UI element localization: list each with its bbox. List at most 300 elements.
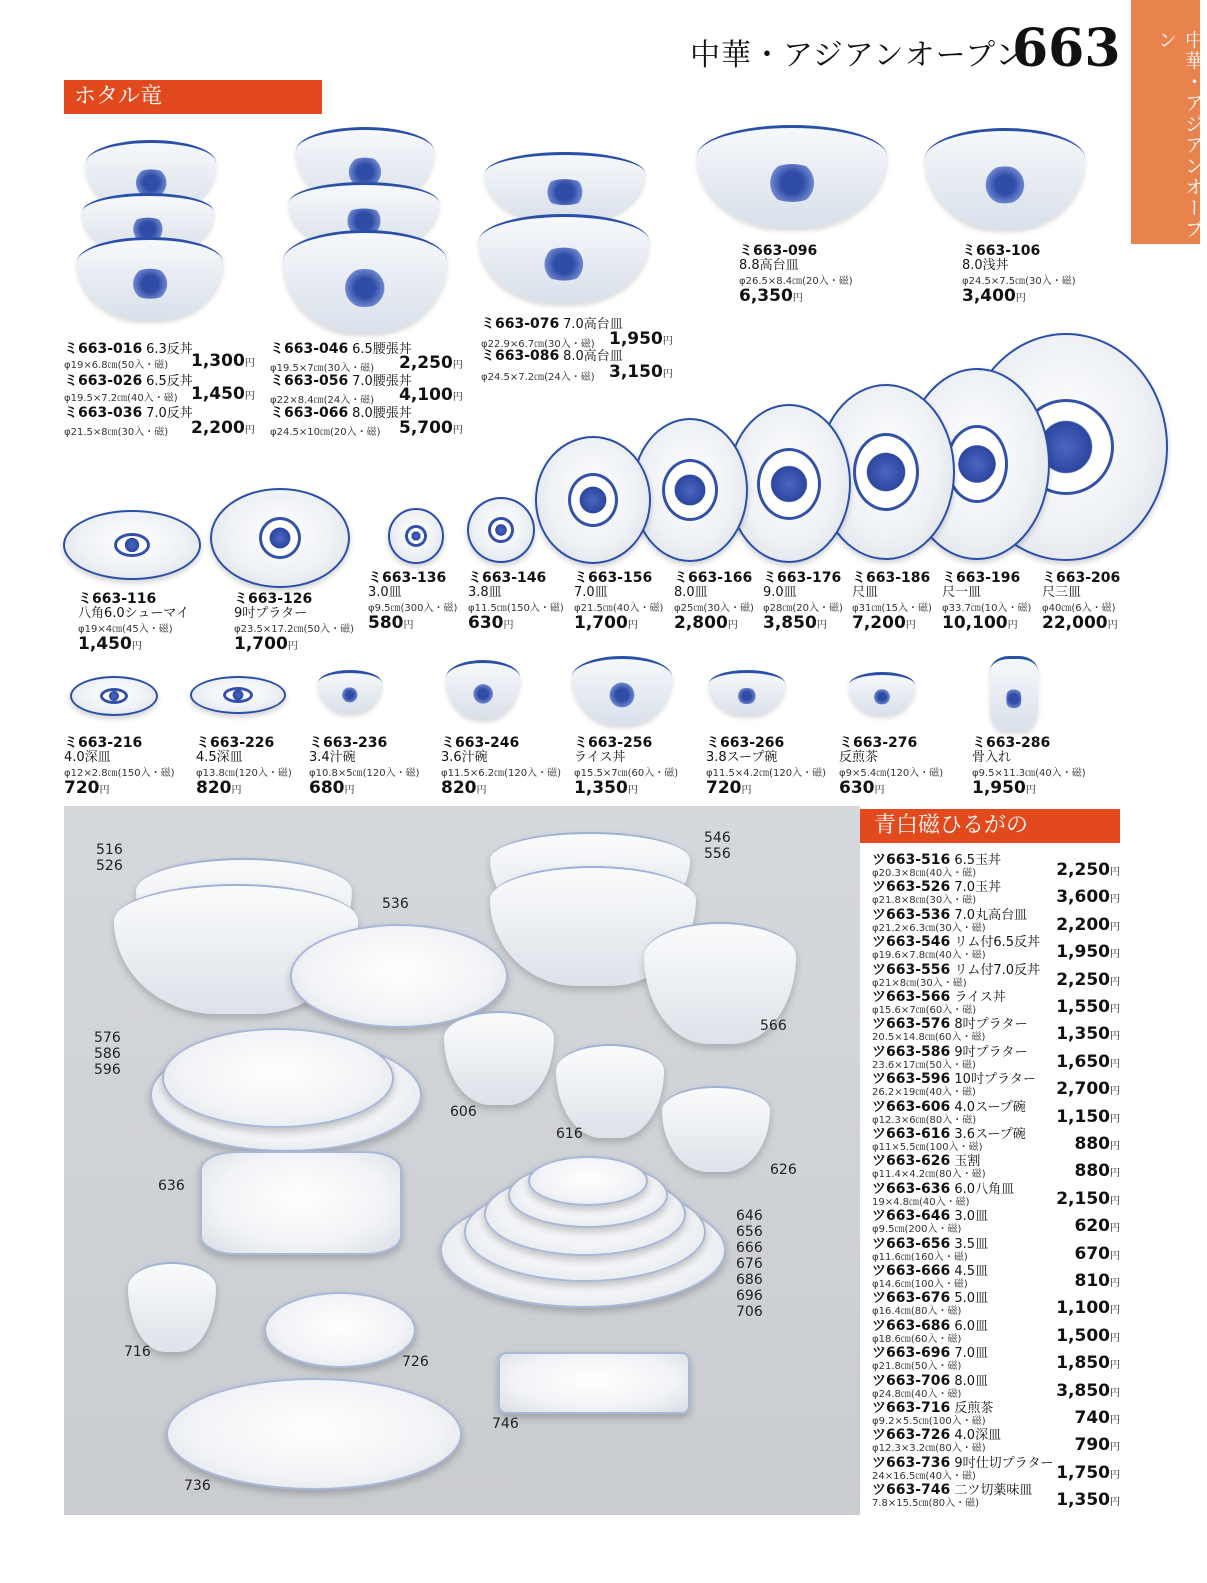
yen-unit: 円 xyxy=(1110,921,1120,933)
yen-unit: 円 xyxy=(1110,1387,1120,1399)
product-code: ミ663-176 xyxy=(763,570,842,586)
product-price: 1,350 xyxy=(1056,1490,1110,1511)
product-186 xyxy=(852,571,932,633)
product-name: 尺一皿 xyxy=(942,585,982,600)
product-spec: φ21.5×8㎝(30入・磁) xyxy=(64,427,169,438)
yen-unit: 円 xyxy=(503,620,514,631)
product-name: 5.0皿 xyxy=(954,1291,989,1307)
product-spec: φ19×4㎝(45入・磁) xyxy=(78,624,173,635)
list-item-price xyxy=(1056,860,1120,880)
product-name: 4.5深皿 xyxy=(196,750,243,765)
product-code: ミ663-166 xyxy=(674,570,753,586)
product-code: ミ663-106 xyxy=(962,243,1041,259)
product-price: 1,150 xyxy=(1056,1106,1110,1127)
product-name: 4.5皿 xyxy=(954,1264,989,1279)
product-code: ミ663-096 xyxy=(739,243,818,259)
product-name: 8.0腰張丼 xyxy=(352,406,412,421)
list-item-price xyxy=(1056,1381,1120,1401)
product-price: 1,950 xyxy=(1056,942,1110,963)
product-price: 3,150 xyxy=(609,362,663,382)
product-price: 6,350 xyxy=(739,286,793,306)
product-036 xyxy=(64,406,193,421)
product-price: 2,250 xyxy=(1056,860,1110,880)
product-066-price xyxy=(399,418,463,438)
product-price: 2,700 xyxy=(1056,1079,1110,1100)
product-price: 720 xyxy=(706,778,742,798)
product-code: ツ663-546 xyxy=(872,934,951,951)
product-spec: φ11.4×4.2㎝(80入・磁) xyxy=(872,1169,986,1181)
product-price: 720 xyxy=(64,778,100,798)
product-price: 1,750 xyxy=(1056,1462,1110,1483)
product-086-price xyxy=(609,362,673,382)
yen-unit: 円 xyxy=(816,620,827,631)
product-code: ミ663-266 xyxy=(706,735,785,751)
dish-image xyxy=(264,1292,416,1368)
bowl-image xyxy=(849,672,915,715)
yen-unit: 円 xyxy=(662,369,673,380)
yen-unit: 円 xyxy=(1015,293,1026,304)
product-code: ツ663-566 xyxy=(872,989,951,1005)
product-spec: φ22×8.4㎝(24入・磁) xyxy=(270,395,375,406)
product-name: 3.8スープ碗 xyxy=(706,750,778,765)
bowl-image xyxy=(444,1011,554,1105)
product-code: ツ663-586 xyxy=(872,1043,951,1060)
bowl-image xyxy=(479,214,649,303)
bowl-image xyxy=(446,660,520,719)
side-tab-label: 中華・アジアンオープン xyxy=(1155,30,1204,240)
bowl-image xyxy=(709,670,785,715)
product-spec: φ21.8×8㎝(30入・磁) xyxy=(872,895,977,907)
product-name: 八角6.0シューマイ xyxy=(78,606,190,621)
product-name: 玉割 xyxy=(954,1154,981,1170)
product-code: ミ663-126 xyxy=(234,591,313,607)
product-spec: φ21.8㎝(50入・磁) xyxy=(872,1361,962,1373)
product-code: ミ663-026 xyxy=(64,373,143,389)
product-236 xyxy=(309,736,420,798)
bowl-image xyxy=(485,152,645,223)
yen-unit: 円 xyxy=(627,785,638,796)
product-price: 1,700 xyxy=(234,634,288,654)
product-price: 810 xyxy=(1074,1271,1110,1291)
product-096 xyxy=(739,244,853,306)
product-216 xyxy=(64,736,175,798)
bowl-image xyxy=(662,1086,770,1172)
product-spec: φ11.5×4.2㎝(120入・磁) xyxy=(706,768,827,779)
product-086-spec xyxy=(481,369,595,385)
product-046 xyxy=(270,342,412,357)
section-heading-seihaku: 青白磁ひるがの xyxy=(860,809,1120,843)
product-spec: φ11.6㎝(160入・磁) xyxy=(872,1251,968,1263)
product-spec: φ40㎝(6入・磁) xyxy=(1042,603,1116,614)
product-name: 6.5玉丼 xyxy=(954,853,1002,868)
product-price: 1,450 xyxy=(191,384,245,404)
product-price: 820 xyxy=(441,778,477,798)
product-name: 反煎茶 xyxy=(954,1401,994,1416)
yen-unit: 円 xyxy=(792,293,803,304)
page-title: 中華・アジアンオープン xyxy=(690,38,1026,73)
product-code: ミ663-056 xyxy=(270,373,349,389)
product-spec: φ19×6.8㎝(50入・磁) xyxy=(64,360,169,371)
product-name: 9吋プラター xyxy=(234,606,308,621)
product-price: 3,850 xyxy=(763,613,817,633)
dish-image xyxy=(63,510,201,580)
product-spec: φ12×2.8㎝(150入・磁) xyxy=(64,768,175,779)
product-price: 1,450 xyxy=(78,634,132,654)
product-spec: φ19.5×7.2㎝(40入・磁) xyxy=(64,393,178,404)
product-spec: φ11.5×6.2㎝(120入・磁) xyxy=(441,768,562,779)
product-spec: φ25㎝(30入・磁) xyxy=(674,603,754,614)
product-code: ツ663-686 xyxy=(872,1317,951,1334)
product-name: 8.0浅丼 xyxy=(962,258,1009,273)
dish-image xyxy=(535,436,651,564)
dish-image xyxy=(528,1156,648,1206)
product-price: 1,500 xyxy=(1056,1325,1110,1346)
product-056-price xyxy=(399,385,463,405)
product-price: 740 xyxy=(1074,1408,1110,1428)
product-name: 3.6スープ碗 xyxy=(954,1127,1026,1142)
product-name: 3.0皿 xyxy=(368,585,402,600)
product-code: ツ663-656 xyxy=(872,1235,951,1252)
product-price: 670 xyxy=(1074,1243,1110,1264)
yen-unit: 円 xyxy=(1110,1223,1120,1235)
product-name: リム付7.0反丼 xyxy=(954,962,1041,978)
product-code: ミ663-066 xyxy=(270,405,349,421)
product-price: 580 xyxy=(368,613,404,633)
product-code: ツ663-596 xyxy=(872,1071,951,1088)
list-item-price xyxy=(1075,1271,1121,1291)
product-price: 4,100 xyxy=(399,385,453,405)
yen-unit: 円 xyxy=(231,785,242,796)
product-price: 2,200 xyxy=(191,418,245,438)
divided-platter-image xyxy=(166,1378,462,1490)
product-price: 2,250 xyxy=(399,353,453,373)
product-spec: φ19.6×7.8㎝(40入・磁) xyxy=(872,950,986,962)
product-code: ミ663-186 xyxy=(852,570,931,586)
product-spec: φ21×8㎝(30入・磁) xyxy=(872,977,967,989)
dish-image xyxy=(190,676,286,714)
product-name: 7.0腰張丼 xyxy=(352,374,412,389)
product-price: 1,950 xyxy=(972,778,1026,798)
product-name: 4.0深皿 xyxy=(64,750,111,765)
product-name: 3.4汁碗 xyxy=(309,750,356,765)
bowl-image xyxy=(556,1044,664,1138)
photo-label: 576 586 596 xyxy=(94,1030,121,1078)
product-price: 10,100 xyxy=(942,613,1008,633)
yen-unit: 円 xyxy=(1110,1305,1120,1317)
bowl-image xyxy=(697,125,887,228)
yen-unit: 円 xyxy=(1110,1278,1120,1289)
product-name: 9.0皿 xyxy=(763,585,797,600)
product-name: 8.0皿 xyxy=(674,585,708,600)
product-spec: φ19.5×7㎝(30入・磁) xyxy=(270,363,375,374)
product-spec: φ31㎝(15入・磁) xyxy=(852,603,932,614)
yen-unit: 円 xyxy=(1110,1360,1120,1372)
side-index-tab[interactable] xyxy=(1131,0,1204,244)
product-036-spec xyxy=(64,424,168,440)
product-name: 3.6汁碗 xyxy=(441,750,488,765)
product-spec: φ22.9×6.7㎝(30入・磁) xyxy=(481,339,595,350)
product-code: ツ663-716 xyxy=(872,1400,951,1416)
product-036-price xyxy=(191,418,255,438)
product-price: 1,350 xyxy=(1056,1024,1110,1045)
photo-label: 516 526 xyxy=(96,842,123,874)
yen-unit: 円 xyxy=(476,785,487,796)
product-price: 630 xyxy=(468,613,504,633)
page-number: 663 xyxy=(1012,18,1121,79)
yen-unit: 円 xyxy=(403,620,414,631)
product-spec: φ11.5㎝(150入・磁) xyxy=(468,603,564,614)
yen-unit: 円 xyxy=(1107,620,1118,631)
product-046-price xyxy=(399,353,463,373)
product-code: ミ663-286 xyxy=(972,735,1051,751)
product-spec: 26.2×19㎝(40入・磁) xyxy=(872,1087,976,1099)
list-item-price xyxy=(1056,1490,1120,1510)
yen-unit: 円 xyxy=(1110,949,1120,961)
product-price: 3,600 xyxy=(1056,887,1110,908)
yen-unit: 円 xyxy=(244,358,255,369)
product-name: ライス丼 xyxy=(574,750,626,765)
product-code: ツ663-676 xyxy=(872,1290,951,1307)
product-name: 7.0高台皿 xyxy=(563,317,623,332)
product-spec: φ10.8×5㎝(120入・磁) xyxy=(309,768,420,779)
product-name: 6.5反丼 xyxy=(146,374,193,389)
product-name: 8.0皿 xyxy=(954,1373,989,1389)
list-item-price xyxy=(1075,1435,1121,1455)
product-photo-seihaku xyxy=(64,806,860,1515)
photo-label: 566 xyxy=(760,1018,787,1034)
section-heading-hotaru: ホタル竜 xyxy=(64,80,322,114)
product-code: ツ663-726 xyxy=(872,1427,951,1444)
product-spec: φ9.5×11.3㎝(40入・磁) xyxy=(972,768,1086,779)
product-spec: φ24.5×10㎝(20入・磁) xyxy=(270,427,381,438)
product-276 xyxy=(839,736,943,798)
product-price: 1,300 xyxy=(191,351,245,371)
product-price: 880 xyxy=(1074,1161,1110,1182)
product-price: 1,700 xyxy=(574,613,628,633)
yen-unit: 円 xyxy=(1110,1168,1120,1180)
yen-unit: 円 xyxy=(99,785,110,796)
product-code: ミ663-226 xyxy=(196,735,275,751)
product-spec: φ14.6㎝(100入・磁) xyxy=(872,1279,968,1290)
photo-label: 646 656 666 676 686 696 706 xyxy=(736,1208,763,1320)
list-item-price xyxy=(1056,1463,1120,1483)
yen-unit: 円 xyxy=(1110,1086,1120,1098)
cup-image xyxy=(128,1262,216,1352)
product-price: 680 xyxy=(309,778,345,798)
list-item-price xyxy=(1056,1353,1120,1373)
product-spec: 19×4.8㎝(40入・磁) xyxy=(872,1196,970,1208)
product-price: 3,400 xyxy=(962,286,1016,306)
photo-label: 636 xyxy=(158,1178,185,1194)
product-price: 1,650 xyxy=(1056,1051,1110,1072)
list-item-price xyxy=(1056,1024,1120,1044)
product-code: ミ663-146 xyxy=(468,570,547,586)
photo-label: 616 xyxy=(556,1126,583,1142)
product-spec: φ11×5.5㎝(100入・磁) xyxy=(872,1142,983,1153)
yen-unit: 円 xyxy=(1110,867,1120,878)
list-item-spec xyxy=(872,1494,979,1510)
product-136 xyxy=(368,571,457,633)
yen-unit: 円 xyxy=(1110,1332,1120,1344)
list-item-price xyxy=(1075,1216,1121,1236)
list-item-price xyxy=(1075,1244,1121,1264)
product-spec: 23.6×17㎝(50入・磁) xyxy=(872,1059,976,1071)
product-code: ツ663-576 xyxy=(872,1016,951,1033)
photo-label: 746 xyxy=(492,1416,519,1432)
product-price: 7,200 xyxy=(852,613,906,633)
product-code: ツ663-626 xyxy=(872,1153,951,1170)
yen-unit: 円 xyxy=(874,785,885,796)
product-code: ミ663-236 xyxy=(309,735,388,751)
product-name: 3.5皿 xyxy=(954,1236,989,1252)
product-code: ツ663-636 xyxy=(872,1180,951,1197)
photo-label: 546 556 xyxy=(704,830,731,862)
product-name: 尺三皿 xyxy=(1042,585,1082,600)
yen-unit: 円 xyxy=(244,391,255,402)
product-name: 4.0スープ碗 xyxy=(954,1099,1026,1115)
product-spec: φ21.5㎝(40入・磁) xyxy=(574,603,664,614)
yen-unit: 円 xyxy=(1110,1031,1120,1043)
product-spec: φ9.2×5.5㎝(100入・磁) xyxy=(872,1416,986,1427)
product-code: ツ663-696 xyxy=(872,1345,951,1362)
product-code: ツ663-606 xyxy=(872,1098,951,1115)
list-item-price xyxy=(1056,970,1120,990)
product-price: 3,850 xyxy=(1056,1380,1110,1401)
product-price: 1,850 xyxy=(1056,1353,1110,1374)
yen-unit: 円 xyxy=(452,425,463,436)
product-146 xyxy=(468,571,564,633)
list-item-price xyxy=(1056,1189,1120,1209)
bowl-image xyxy=(283,230,447,333)
product-016-price xyxy=(191,351,255,371)
product-price: 820 xyxy=(196,778,232,798)
product-name: 二ツ切薬味皿 xyxy=(954,1483,1033,1499)
photo-label: 626 xyxy=(770,1162,797,1178)
product-name: 8吋プラター xyxy=(954,1017,1028,1033)
product-code: ツ663-536 xyxy=(872,906,951,923)
condiment-dish-image xyxy=(498,1352,690,1414)
product-code: ミ663-196 xyxy=(942,570,1021,586)
product-name: 骨入れ xyxy=(972,750,1012,765)
yen-unit: 円 xyxy=(1110,1004,1120,1015)
product-076 xyxy=(481,317,623,332)
product-code: ツ663-516 xyxy=(872,852,951,868)
product-name: 4.0深皿 xyxy=(954,1428,1002,1444)
product-name: 8.8高台皿 xyxy=(739,258,799,273)
product-116 xyxy=(78,592,189,654)
list-item-price xyxy=(1075,1408,1121,1428)
product-spec: φ12.3×6㎝(80入・磁) xyxy=(872,1114,977,1126)
yen-unit: 円 xyxy=(1110,1058,1120,1070)
bowl-image xyxy=(572,656,672,725)
photo-label: 726 xyxy=(402,1354,429,1370)
product-spec: φ13.8㎝(120入・磁) xyxy=(196,768,292,779)
product-price: 2,250 xyxy=(1056,969,1110,990)
product-code: ツ663-646 xyxy=(872,1208,951,1225)
list-item-price xyxy=(1056,1107,1120,1127)
photo-label: 606 xyxy=(450,1104,477,1120)
product-spec: φ26.5×8.4㎝(20入・磁) xyxy=(739,276,853,287)
product-code: ミ663-136 xyxy=(368,570,447,586)
product-code: ツ663-706 xyxy=(872,1372,951,1389)
product-name: 7.0反丼 xyxy=(146,406,193,421)
yen-unit: 円 xyxy=(1110,1195,1120,1207)
yen-unit: 円 xyxy=(727,620,738,631)
cup-image xyxy=(990,656,1038,731)
product-spec: φ24.8㎝(40入・磁) xyxy=(872,1388,962,1400)
product-name: ライス丼 xyxy=(954,990,1006,1005)
product-code: ミ663-016 xyxy=(64,341,143,357)
product-spec: φ16.4㎝(80入・磁) xyxy=(872,1306,962,1318)
product-166 xyxy=(674,571,754,633)
list-item-price xyxy=(1056,1326,1120,1346)
yen-unit: 円 xyxy=(741,785,752,796)
list-item-price xyxy=(1056,997,1120,1017)
product-126 xyxy=(234,592,354,654)
product-name: 8.0高台皿 xyxy=(563,349,623,364)
product-price: 2,150 xyxy=(1056,1188,1110,1209)
product-price: 1,550 xyxy=(1056,997,1110,1017)
product-code: ミ663-116 xyxy=(78,591,157,607)
product-066-spec xyxy=(270,424,381,440)
product-code: ミ663-046 xyxy=(270,341,349,357)
product-066 xyxy=(270,406,412,421)
dish-image xyxy=(210,488,350,588)
product-266 xyxy=(706,736,826,798)
product-spec: 7.8×15.5㎝(80入・磁) xyxy=(872,1498,980,1510)
photo-label: 736 xyxy=(184,1478,211,1494)
product-206 xyxy=(1042,571,1120,633)
product-price: 2,200 xyxy=(1056,914,1110,935)
product-226 xyxy=(196,736,292,798)
photo-label: 536 xyxy=(382,896,409,912)
product-code: ツ663-616 xyxy=(872,1126,951,1142)
product-name: 7.0皿 xyxy=(954,1346,989,1362)
list-item-price xyxy=(1056,1052,1120,1072)
bowl-image xyxy=(318,670,382,713)
product-106 xyxy=(962,244,1076,306)
product-name: 9吋プラター xyxy=(954,1044,1028,1060)
product-price: 5,700 xyxy=(399,418,453,438)
yen-unit: 円 xyxy=(1110,976,1120,988)
yen-unit: 円 xyxy=(452,360,463,371)
product-price: 22,000 xyxy=(1042,613,1108,633)
product-286 xyxy=(972,736,1086,798)
product-code: ミ663-256 xyxy=(574,735,653,751)
product-price: 1,350 xyxy=(574,778,628,798)
list-item-price xyxy=(1056,915,1120,935)
yen-unit: 円 xyxy=(1110,1415,1120,1426)
product-name: 10吋プラター xyxy=(954,1072,1036,1088)
product-026 xyxy=(64,374,193,389)
yen-unit: 円 xyxy=(905,620,916,631)
product-246 xyxy=(441,736,561,798)
product-name: 6.3反丼 xyxy=(146,342,193,357)
product-spec: φ23.5×17.2㎝(50入・磁) xyxy=(234,624,355,635)
product-spec: 20.5×14.8㎝(60入・磁) xyxy=(872,1032,986,1044)
yen-unit: 円 xyxy=(1025,785,1036,796)
product-price: 630 xyxy=(839,778,875,798)
yen-unit: 円 xyxy=(244,425,255,436)
product-spec: φ12.3×3.2㎝(80入・磁) xyxy=(872,1443,986,1455)
product-spec: φ9×5.4㎝(120入・磁) xyxy=(839,768,944,779)
list-item-price xyxy=(1056,1298,1120,1318)
dish-image xyxy=(467,497,535,563)
product-name: 7.0皿 xyxy=(574,585,608,600)
product-spec: φ15.5×7㎝(60入・磁) xyxy=(574,768,679,779)
yen-unit: 円 xyxy=(1110,1141,1120,1152)
yen-unit: 円 xyxy=(344,785,355,796)
